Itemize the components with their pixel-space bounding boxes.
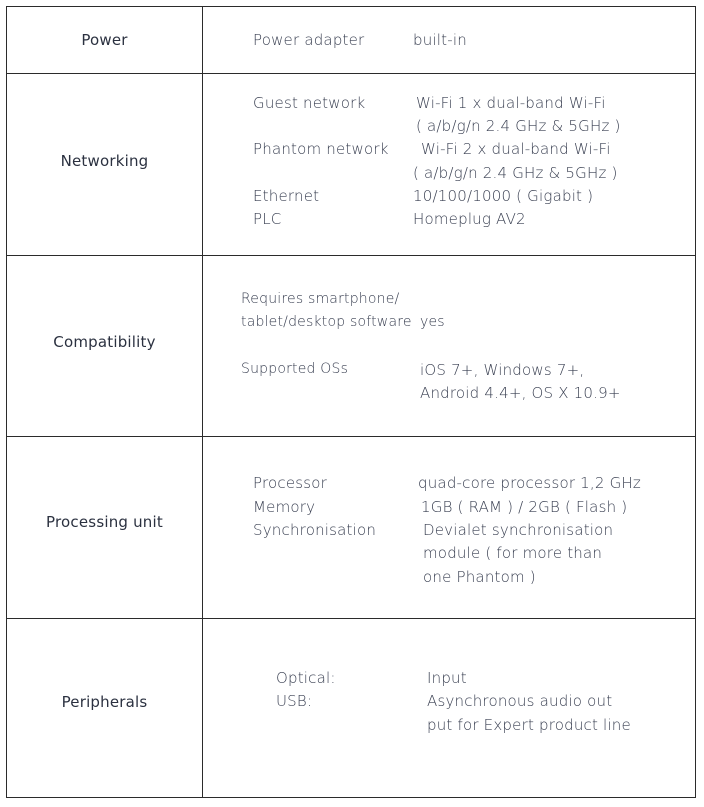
row-processing-unit [7,436,695,619]
memory-label: Memory [253,498,316,516]
optical-label: Optical: [276,669,336,687]
ethernet-value: 10/100/1000 ( Gigabit ) [413,187,594,205]
guest-network-value-line2: ( a/b/g/n 2.4 GHz & 5GHz ) [416,117,621,135]
category-peripherals: Peripherals [61,693,148,711]
usb-value-line2: put for Expert product line [427,716,631,734]
synchronisation-value-line2: module ( for more than [423,544,603,562]
category-compatibility: Compatibility [53,333,156,351]
row-networking [7,73,695,256]
phantom-network-value-line2: ( a/b/g/n 2.4 GHz & 5GHz ) [413,164,618,182]
phantom-network-label: Phantom network [253,140,389,158]
power-adapter-value: built-in [413,31,467,49]
supported-os-value-line2: Android 4.4+, OS X 10.9+ [420,384,621,402]
guest-network-value-line1: Wi-Fi 1 x dual-band Wi-Fi [416,94,606,112]
optical-value: Input [427,669,467,687]
spec-table [6,6,696,798]
row-power [7,7,695,74]
usb-value-line1: Asynchronous audio out [427,692,613,710]
plc-label: PLC [253,210,282,228]
software-label-line2: tablet/desktop software [241,314,412,330]
synchronisation-value-line1: Devialet synchronisation [423,521,614,539]
ethernet-label: Ethernet [253,187,320,205]
memory-value: 1GB ( RAM ) / 2GB ( Flash ) [421,498,628,516]
usb-label: USB: [276,692,313,710]
guest-network-label: Guest network [253,94,366,112]
category-processing-unit: Processing unit [46,513,163,531]
supported-os-value-line1: iOS 7+, Windows 7+, [420,361,585,379]
software-value: yes [420,314,445,330]
synchronisation-label: Synchronisation [253,521,377,539]
synchronisation-value-line3: one Phantom ) [423,568,536,586]
category-power: Power [81,31,128,49]
row-compatibility [7,255,695,437]
category-networking: Networking [60,152,149,170]
processor-value: quad-core processor 1,2 GHz [418,474,641,492]
row-peripherals [7,618,695,799]
phantom-network-value-line1: Wi-Fi 2 x dual-band Wi-Fi [421,140,611,158]
supported-os-label: Supported OSs [241,361,349,377]
power-adapter-label: Power adapter [253,31,365,49]
processor-label: Processor [253,474,328,492]
software-label-line1: Requires smartphone/ [241,291,400,307]
plc-value: Homeplug AV2 [413,210,526,228]
